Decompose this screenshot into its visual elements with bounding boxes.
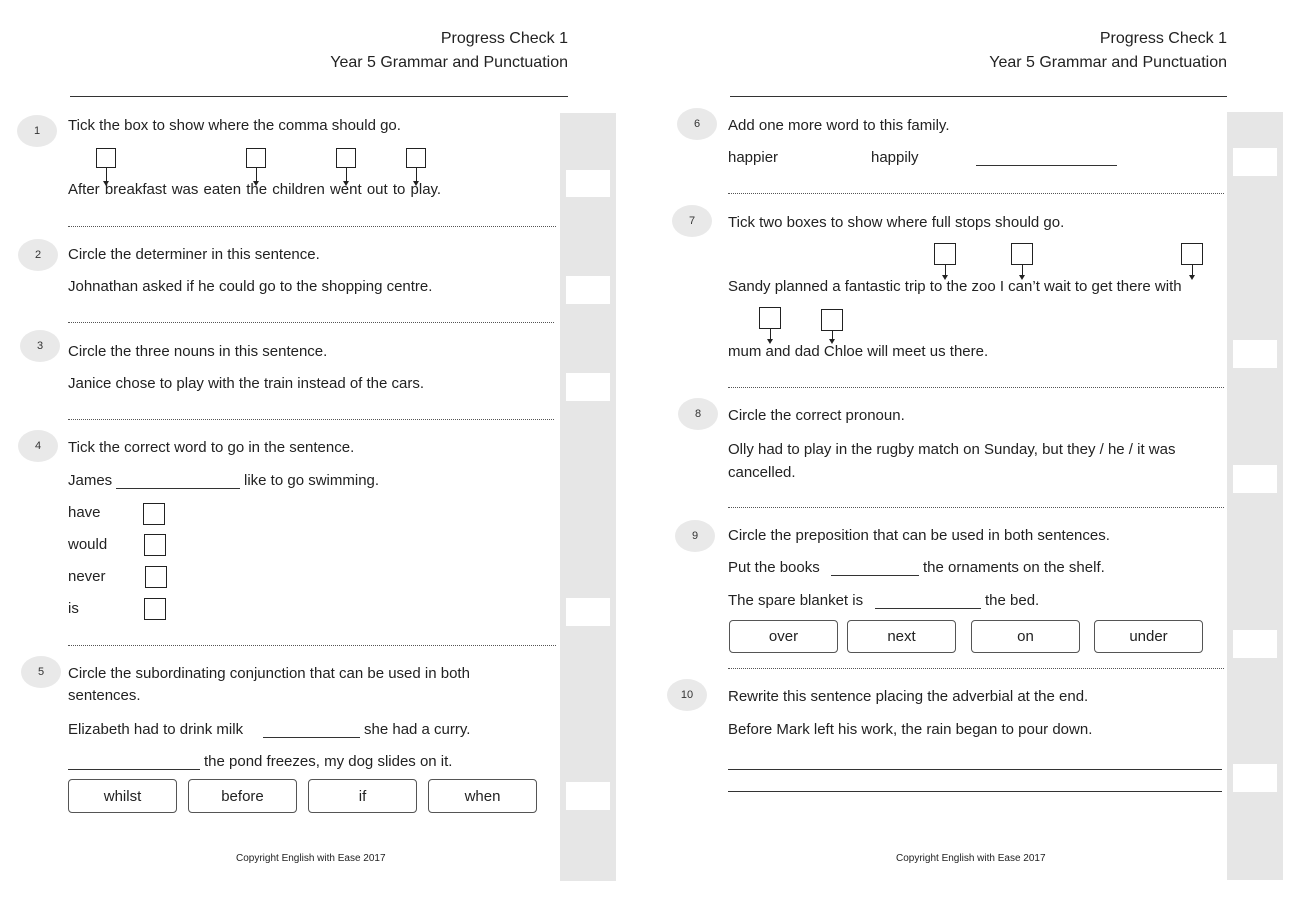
q8-sentence: Olly had to play in the rugby match on Sunday, but they / he / it was cancelled.	[728, 441, 1176, 481]
q10-answer-line-1[interactable]	[728, 769, 1222, 770]
header-title: Progress Check 1	[1099, 30, 1227, 47]
divider	[68, 419, 554, 420]
q3-prompt: Circle the three nouns in this sentence.	[68, 343, 328, 360]
question-number: 6	[677, 108, 717, 140]
q9-line1-start: Put the books	[728, 559, 820, 576]
q2-sentence: Johnathan asked if he could go to the shopping centre.	[68, 278, 433, 295]
q9-word-option[interactable]: next	[847, 620, 956, 653]
mark-box-q6[interactable]	[1233, 148, 1277, 176]
question-number: 5	[21, 656, 61, 688]
q1-tick-box-2[interactable]	[246, 148, 266, 168]
header-rule	[730, 96, 1227, 97]
header-subtitle: Year 5 Grammar and Punctuation	[989, 54, 1227, 71]
mark-box-q7[interactable]	[1233, 340, 1277, 368]
q9-word-option[interactable]: over	[729, 620, 838, 653]
q6-word-1: happier	[728, 149, 779, 166]
mark-box-q10[interactable]	[1233, 764, 1277, 792]
q1-prompt: Tick the box to show where the comma should go.	[68, 117, 401, 134]
q9-word-option[interactable]: under	[1094, 620, 1203, 653]
q3-sentence: Janice chose to play with the train instead of the cars.	[68, 375, 425, 392]
q7-arrow-2	[1022, 265, 1023, 276]
mark-box-q5[interactable]	[566, 782, 610, 810]
mark-box-q2[interactable]	[566, 276, 610, 304]
q4-option-box[interactable]	[144, 534, 166, 556]
question-number: 7	[672, 205, 712, 237]
q5-word-option[interactable]: when	[428, 779, 537, 813]
q9-line1-end: the ornaments on the shelf.	[923, 559, 1105, 576]
q4-option-label: would	[68, 536, 108, 553]
divider	[728, 193, 1224, 194]
q5-blank-1[interactable]	[263, 737, 360, 738]
q5-line1-end: she had a curry.	[364, 721, 471, 738]
q7-arrow-3	[1192, 265, 1193, 276]
q7-tick-box-3[interactable]	[1181, 243, 1203, 265]
header-subtitle: Year 5 Grammar and Punctuation	[330, 54, 568, 71]
divider	[728, 387, 1224, 388]
q4-option-box[interactable]	[143, 503, 165, 525]
q5-prompt: Circle the subordinating conjunction that can be used in both sentences.	[68, 665, 470, 704]
mark-box-q4[interactable]	[566, 598, 610, 626]
q2-prompt: Circle the determiner in this sentence.	[68, 246, 320, 263]
q4-option-box[interactable]	[144, 598, 166, 620]
q10-prompt: Rewrite this sentence placing the adverbial at the end.	[728, 688, 1089, 705]
divider	[68, 645, 556, 646]
q7-prompt: Tick two boxes to show where full stops should go.	[728, 214, 1065, 231]
q7-tick-box-4[interactable]	[759, 307, 781, 329]
q1-tick-box-3[interactable]	[336, 148, 356, 168]
q7-tick-box-2[interactable]	[1011, 243, 1033, 265]
q4-blank[interactable]	[116, 488, 240, 489]
question-number: 8	[678, 398, 718, 430]
q1-tick-box-4[interactable]	[406, 148, 426, 168]
mark-box-q8[interactable]	[1233, 465, 1277, 493]
q5-blank-2[interactable]	[68, 769, 200, 770]
q5-line2-end: the pond freezes, my dog slides on it.	[204, 753, 453, 770]
q6-prompt: Add one more word to this family.	[728, 117, 950, 134]
q10-answer-line-2[interactable]	[728, 791, 1222, 792]
q6-answer-blank[interactable]	[976, 165, 1117, 166]
left-header	[260, 27, 568, 75]
q9-word-option[interactable]: on	[971, 620, 1080, 653]
question-number: 3	[20, 330, 60, 362]
q5-word-option[interactable]: whilst	[68, 779, 177, 813]
divider	[68, 322, 554, 323]
q4-option-label: is	[68, 600, 79, 617]
divider	[728, 507, 1224, 508]
q7-tick-box-5[interactable]	[821, 309, 843, 331]
q6-word-2: happily	[871, 149, 919, 166]
copyright: Copyright English with Ease 2017	[896, 853, 1046, 864]
q7-line-2: mum and dad Chloe will meet us there.	[728, 343, 989, 360]
mark-box-q1[interactable]	[566, 170, 610, 197]
q5-line1-start: Elizabeth had to drink milk	[68, 721, 244, 738]
q5-word-option[interactable]: before	[188, 779, 297, 813]
q8-prompt: Circle the correct pronoun.	[728, 407, 905, 424]
mark-box-q9[interactable]	[1233, 630, 1277, 658]
q7-arrow-4	[770, 329, 771, 340]
q9-prompt: Circle the preposition that can be used in both sentences.	[728, 527, 1110, 544]
q7-arrow-1	[945, 265, 946, 276]
q4-prompt: Tick the correct word to go in the sentence.	[68, 439, 355, 456]
q1-sentence: After breakfast was eaten the children went out to play.	[68, 181, 442, 198]
copyright: Copyright English with Ease 2017	[236, 853, 386, 864]
q4-sentence-start: James	[68, 472, 113, 489]
q9-blank-2[interactable]	[875, 608, 981, 609]
q1-tick-box-1[interactable]	[96, 148, 116, 168]
divider	[68, 226, 556, 227]
question-number: 2	[18, 239, 58, 271]
question-number: 4	[18, 430, 58, 462]
q9-blank-1[interactable]	[831, 575, 919, 576]
q4-option-label: have	[68, 504, 101, 521]
q10-sentence: Before Mark left his work, the rain began to pour down.	[728, 721, 1093, 738]
q9-line2-start: The spare blanket is	[728, 592, 864, 609]
right-header	[918, 27, 1227, 75]
question-number: 1	[17, 115, 57, 147]
question-number: 9	[675, 520, 715, 552]
q5-word-option[interactable]: if	[308, 779, 417, 813]
header-rule	[70, 96, 568, 97]
marking-column	[560, 113, 616, 881]
q4-option-box[interactable]	[145, 566, 167, 588]
q7-arrow-5	[832, 331, 833, 340]
divider	[728, 668, 1224, 669]
q7-tick-box-1[interactable]	[934, 243, 956, 265]
q4-sentence-end: like to go swimming.	[244, 472, 380, 489]
header-title: Progress Check 1	[440, 30, 568, 47]
q4-option-label: never	[68, 568, 106, 585]
mark-box-q3[interactable]	[566, 373, 610, 401]
q7-line-1: Sandy planned a fantastic trip to the zoo I can’t wait to get there with	[728, 278, 1182, 295]
q9-line2-end: the bed.	[985, 592, 1040, 609]
question-number: 10	[667, 679, 707, 711]
